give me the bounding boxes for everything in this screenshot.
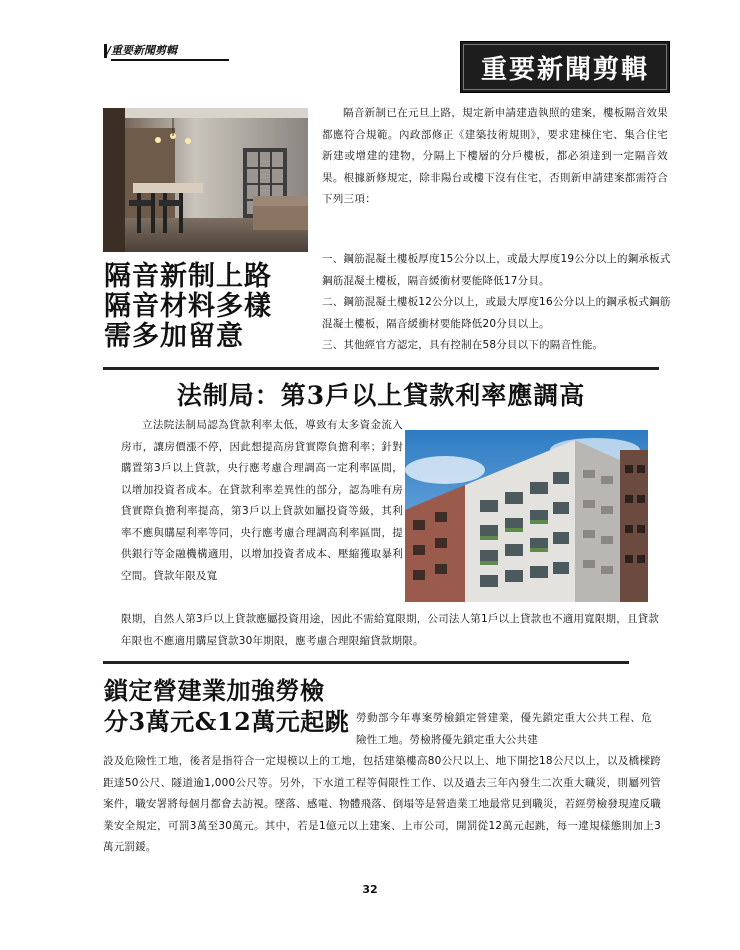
article3-title (104, 675, 364, 737)
page-number: 32 (362, 883, 378, 896)
article2-paragraph: 立法院法制局認為貸款利率太低，導致有太多資金流入房市，讓房價漲不停，因此想提高房貸實際負擔利率；針對購置第3戶以上貸款，央行應考慮合理調高一定利率區間，以增加投資者成本。在貸款利率差異性的部分，認為唯有房貸實際負擔利率提高，第3戶以上貸款如屬投資等級，其利率不應與購屋利率等同，央行應考慮合理調高利率區間，提供銀行等金融機構適用，以增加投資者成本、壓縮獲取暴利空間。貸款年限及寬 (121, 419, 403, 582)
title-line: 分3萬元&12萬元起跳 (104, 707, 350, 736)
headline-line: 隔音材料多樣 (104, 291, 272, 322)
article1-body (322, 103, 668, 211)
banner-title: 重要新聞剪輯 (460, 41, 670, 93)
article3-paragraph: 勞動部今年專案勞檢鎖定營建業，優先鎖定重大公共工程、危險性工地。勞檢將優先鎖定重大公共建 (356, 712, 652, 746)
section-tag (104, 44, 229, 58)
section-tag-label: /重要新聞剪輯 (107, 44, 178, 57)
article2-body (121, 415, 403, 587)
section-divider (103, 661, 629, 664)
article2-paragraph-continued: 限期，自然人第3戶以上貸款應屬投資用途，因此不需給寬限期，公司法人第1戶以上貸款也不適用寬限期，且貸款年限也不應適用購屋貸款30年期限，應考慮合理限縮貸款期限。 (121, 613, 660, 647)
section-tag-rule (111, 59, 229, 61)
article3-body (356, 708, 652, 751)
article1-paragraph: 隔音新制已在元旦上路，規定新申請建造執照的建案，樓板隔音效果都應符合規範。內政部修正《建築技術規則》，要求建棟住宅、集合住宅新建或增建的建物，分隔上下樓層的分戶樓板，都必須達到一定隔音效果。根據新修規定，除非陽台或樓下沒有住宅，否則新申請建案都需符合下列三項： (322, 107, 668, 205)
article1-headline (104, 262, 314, 352)
headline-line: 隔音新制上路 (104, 261, 272, 292)
title-line: 鎖定營建業加強勞檢 (104, 676, 325, 705)
article3-paragraph-continued: 設及危險性工地，後者是指符合一定規模以上的工地，包括建築樓高80公尺以上、地下開挖18公尺以上，以及橋樑跨距達50公尺、隧道逾1,000公尺等。另外，下水道工程等侷限性工作、以及過去三年內發生二次重大職災，則屬列管案件，職安署將每個月都會去訪視。墜落、感電、物體飛落、倒塌等是營造業工地最常見到職災，若經勞檢發現違反職業安全規定，可罰3萬至30萬元。其中，若是1億元以上建案、上市公司，開罰從12萬元起跳，每一違規樣態則加上3萬元罰鍰。 (103, 755, 661, 853)
interior-room-photo (103, 108, 308, 252)
article2-body-continued (121, 609, 661, 652)
article3-body-continued (103, 751, 661, 859)
apartment-building-photo (405, 430, 648, 602)
article2-title: 法制局：第3戶以上貸款利率應調高 (176, 381, 586, 410)
requirement-item: 三、其他經官方認定，具有控制在58分貝以下的隔音性能。 (322, 339, 604, 351)
article1-requirements (322, 249, 672, 357)
requirement-item: 二、鋼筋混凝土樓板12公分以上，或最大厚度16公分以上的鋼承板式鋼筋混凝土樓板，隔音緩衝材要能降低20分貝以上。 (322, 296, 671, 330)
requirement-item: 一、鋼筋混凝土樓板厚度15公分以上，或最大厚度19公分以上的鋼承板式鋼筋混凝土樓板，隔音緩衝材要能降低17分貝。 (322, 253, 671, 287)
section-divider (103, 367, 659, 370)
headline-line: 需多加留意 (104, 321, 244, 352)
